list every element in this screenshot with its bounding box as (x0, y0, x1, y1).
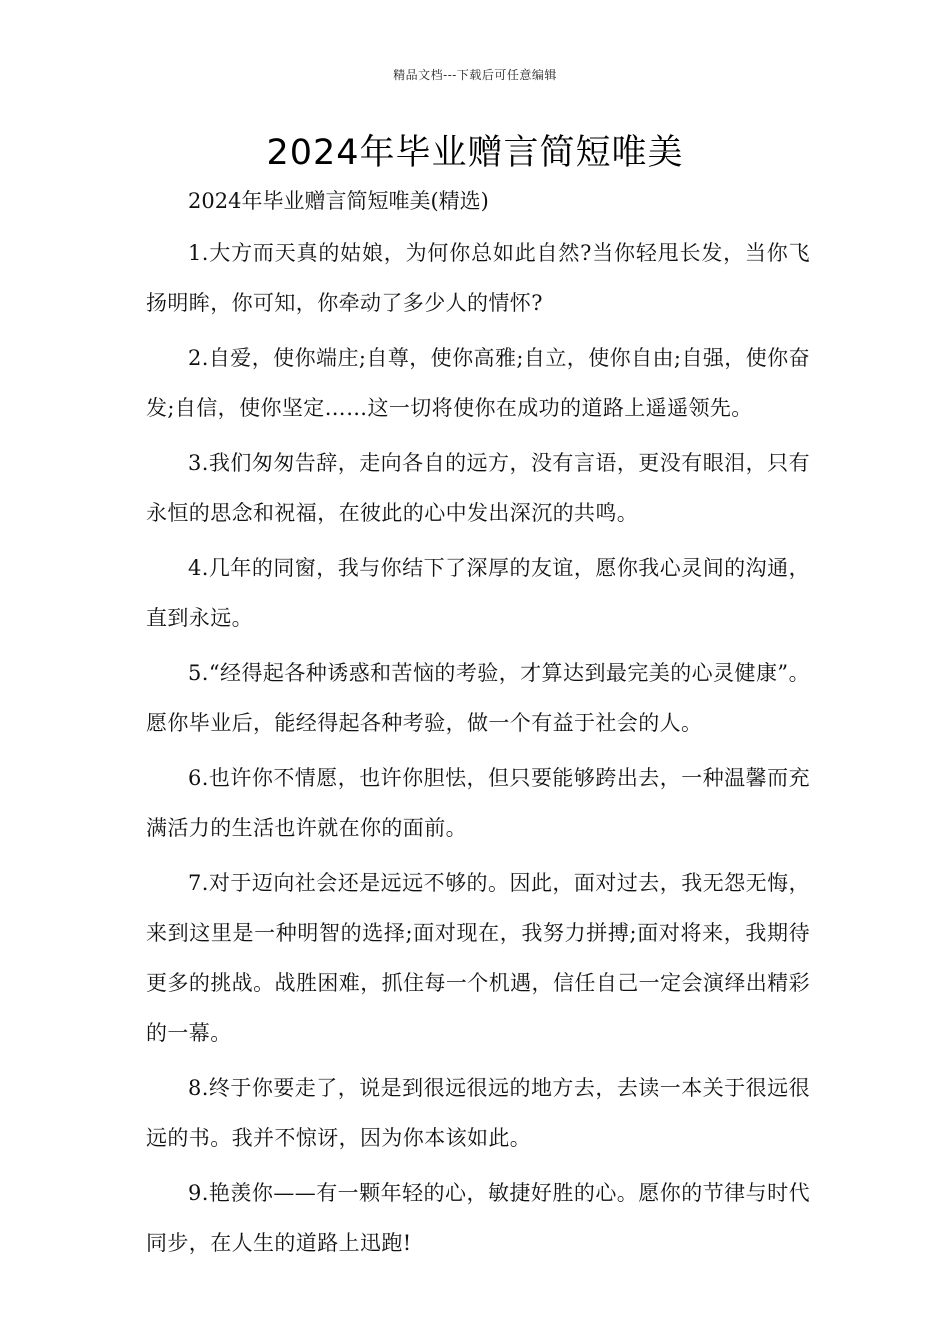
paragraph-8: 8.终于你要走了，说是到很远很远的地方去，去读一本关于很远很远的书。我并不惊讶，因为你本该如此。 (146, 1076, 810, 1150)
paragraph-5: 5.“经得起各种诱惑和苦恼的考验，才算达到最完美的心灵健康”。愿你毕业后，能经得起各种考验，做一个有益于社会的人。 (146, 661, 810, 735)
paragraph-6: 6.也许你不情愿，也许你胆怯，但只要能够跨出去，一种温馨而充满活力的生活也许就在你的面前。 (146, 766, 810, 840)
paragraph-1: 1.大方而天真的姑娘，为何你总如此自然?当你轻甩长发，当你飞扬明眸，你可知，你牵动了多少人的情怀? (146, 241, 810, 315)
paragraph-7: 7.对于迈向社会还是远远不够的。因此，面对过去，我无怨无悔，来到这里是一种明智的选择;面对现在，我努力拼搏;面对将来，我期待更多的挑战。战胜困难，抓住每一个机遇，信任自己一定会演绎出精彩的一幕。 (146, 871, 810, 1045)
paragraph-4: 4.几年的同窗，我与你结下了深厚的友谊，愿你我心灵间的沟通，直到永远。 (146, 556, 810, 630)
document-body (146, 228, 810, 1273)
document-subtitle: 2024年毕业赠言简短唯美(精选) (188, 189, 489, 213)
header-note: 精品文档---下载后可任意编辑 (393, 68, 557, 82)
paragraph-9: 9.艳羡你——有一颗年轻的心，敏捷好胜的心。愿你的节律与时代同步，在人生的道路上迅跑! (146, 1181, 810, 1255)
paragraph-2: 2.自爱，使你端庄;自尊，使你高雅;自立，使你自由;自强，使你奋发;自信，使你坚定……这一切将使你在成功的道路上遥遥领先。 (146, 346, 810, 420)
document-title: 2024年毕业赠言简短唯美 (266, 133, 684, 173)
paragraph-3: 3.我们匆匆告辞，走向各自的远方，没有言语，更没有眼泪，只有永恒的思念和祝福，在彼此的心中发出深沉的共鸣。 (146, 451, 810, 525)
